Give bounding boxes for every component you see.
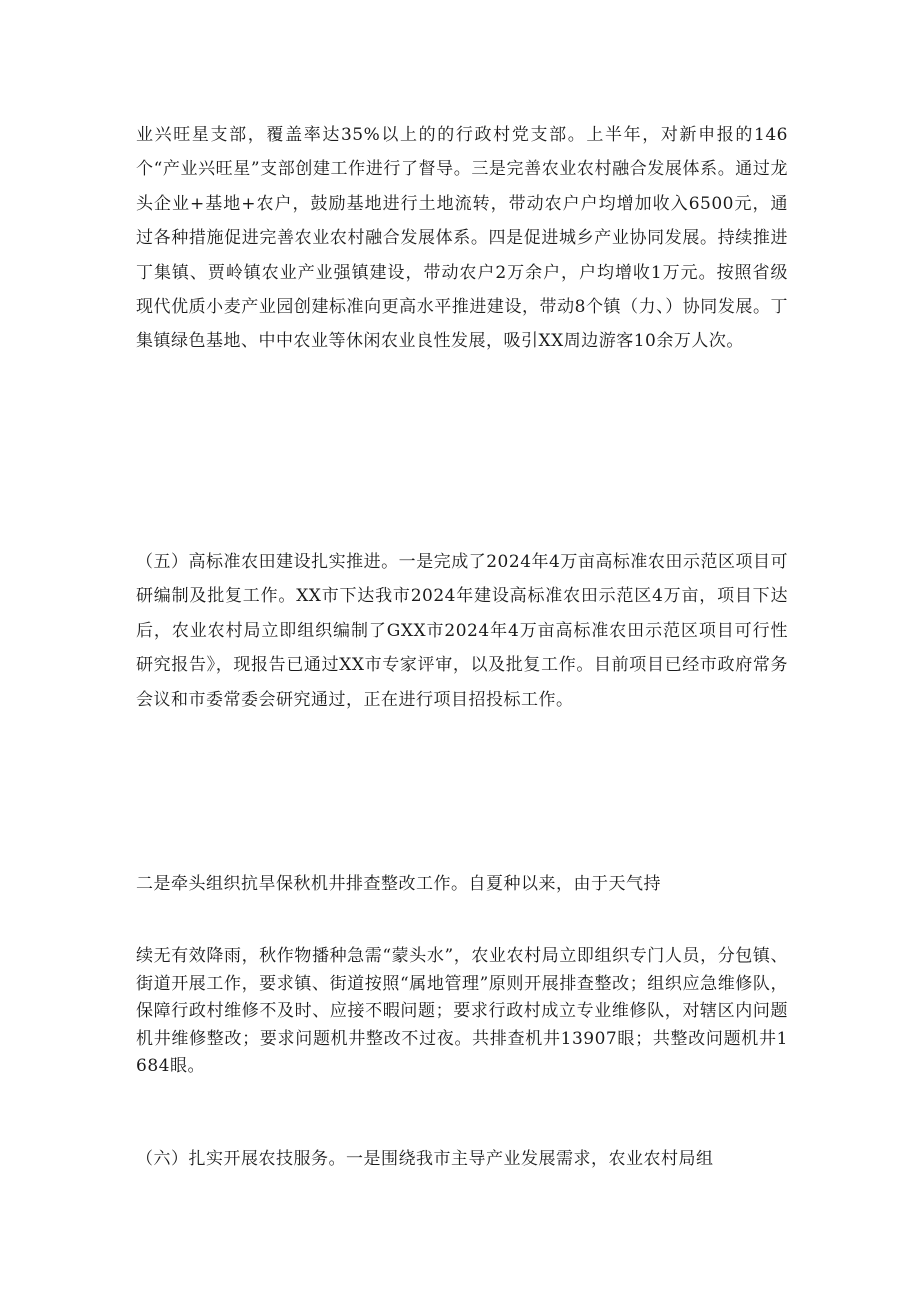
paragraph-farmland-construction: （五）高标准农田建设扎实推进。一是完成了2024年4万亩高标准农田示范区项目可研编制及批复工作。XX市下达我市2024年建设高标准农田示范区4万亩，项目下达后，农业农村局立即组织编制了GXX市2024年4万亩高标准农田示范区项目可行性研究报告》，现报告已通过XX市专家评审，以及批复工作。目前项目已经市政府常务会议和市委常委会研究通过，正在进行项目招投标工作。 (136, 552, 788, 710)
paragraph-agri-tech-service: （六）扎实开展农技服务。一是围绕我市主导产业发展需求，农业农村局组 (136, 1149, 714, 1169)
paragraph-drought-relief-heading: 二是牵头组织抗旱保秋机井排查整改工作。自夏种以来，由于天气持 (136, 874, 661, 894)
paragraph-industry-development: 业兴旺星支部，覆盖率达35%以上的的行政村党支部。上半年，对新申报的146个“产业兴旺星”支部创建工作进行了督导。三是完善农业农村融合发展体系。通过龙头企业+基地+农户，鼓励基地进行土地流转，带动农户户均增加收入6500元，通过各种措施促进完善农业农村融合发展体系。四是促进城乡产业协同发展。持续推进丁集镇、贾岭镇农业产业强镇建设，带动农户2万余户，户均增收1万元。按照省级现代优质小麦产业园创建标准向更高水平推进建设，带动8个镇（力、）协同发展。丁集镇绿色基地、中中农业等休闲农业良性发展，吸引XX周边游客10余万人次。 (136, 125, 788, 352)
paragraph-well-inspection: 续无有效降雨，秋作物播种急需“蒙头水”，农业农村局立即组织专门人员，分包镇、街道开展工作，要求镇、街道按照“属地管理”原则开展排查整改；组织应急维修队，保障行政村维修不及时、应接不暇问题；要求行政村成立专业维修队，对辖区内问题机井维修整改；要求问题机井整改不过夜。共排查机井13907眼；共整改问题机井1684眼。 (136, 946, 788, 1077)
